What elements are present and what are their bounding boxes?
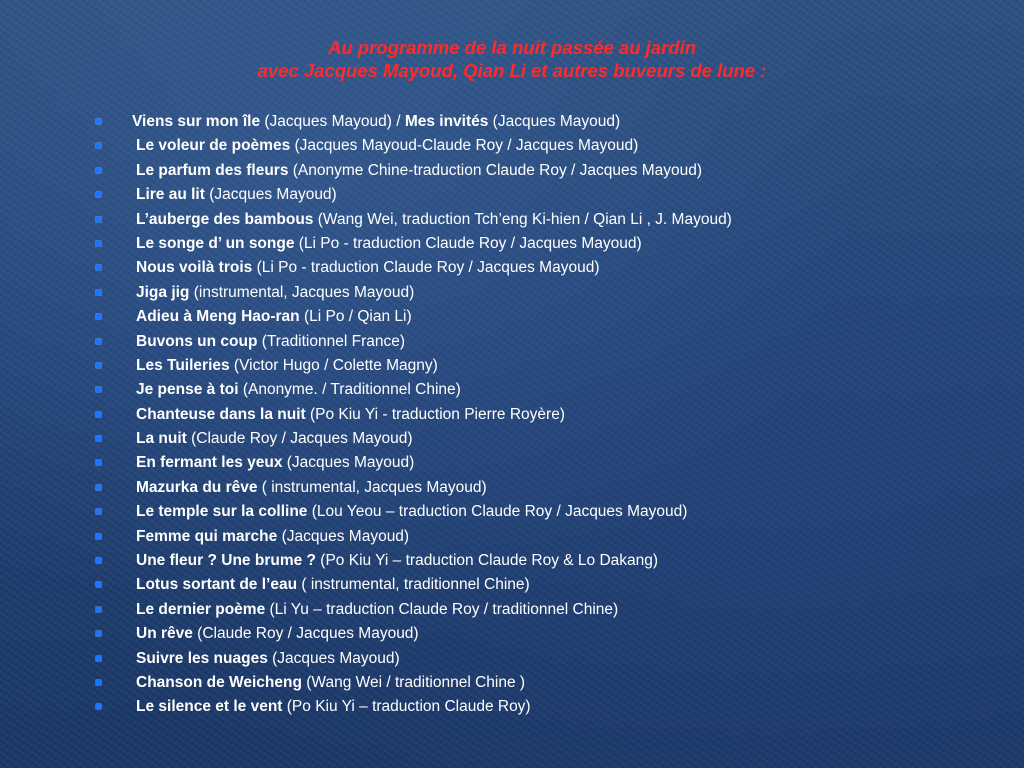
song-title: Le temple sur la colline — [136, 503, 308, 521]
song-credit: (Li Yu – traduction Claude Roy / traditionnel Chine) — [265, 600, 619, 618]
list-item — [90, 671, 732, 695]
song-credit: (Jacques Mayoud) / — [260, 113, 405, 130]
list-item — [90, 134, 732, 158]
song-title: Chanteuse dans la nuit — [136, 405, 306, 423]
list-item — [90, 573, 732, 597]
square-bullet-icon — [96, 412, 101, 417]
square-bullet-icon — [96, 314, 101, 319]
square-bullet-icon — [96, 119, 101, 124]
song-title: Le voleur de poèmes — [136, 137, 291, 155]
square-bullet-icon — [96, 265, 101, 270]
square-bullet-icon — [96, 582, 101, 587]
slide-title — [0, 36, 1024, 82]
square-bullet-icon — [96, 631, 101, 636]
list-item — [90, 183, 732, 207]
square-bullet-icon — [96, 387, 101, 392]
song-title: Buvons un coup — [136, 332, 258, 350]
song-credit: ( instrumental, Jacques Mayoud) — [257, 478, 487, 496]
song-credit: (Jacques Mayoud) — [267, 649, 400, 667]
list-item — [90, 232, 732, 256]
song-credit: (Jacques Mayoud) — [204, 186, 337, 204]
square-bullet-icon — [96, 704, 101, 709]
song-credit: (Li Po - traduction Claude Roy / Jacques Mayoud) — [252, 259, 600, 277]
square-bullet-icon — [96, 680, 101, 685]
song-title: Lotus sortant de l’eau — [136, 576, 298, 594]
song-title: Chanson de Weicheng — [136, 673, 302, 691]
song-credit: (Jacques Mayoud-Claude Roy / Jacques Mayoud) — [290, 137, 639, 155]
square-bullet-icon — [96, 558, 101, 563]
list-item — [90, 598, 732, 622]
square-bullet-icon — [96, 460, 101, 465]
square-bullet-icon — [96, 217, 101, 222]
list-item — [90, 451, 732, 475]
song-credit: (Jacques Mayoud) — [277, 527, 410, 545]
song-title: La nuit — [136, 430, 187, 448]
song-title: Jiga jig — [136, 283, 190, 301]
list-item — [90, 403, 732, 427]
list-item — [90, 378, 732, 402]
song-title-secondary: Mes invités — [404, 113, 489, 130]
list-item — [90, 305, 732, 329]
list-item — [90, 330, 732, 354]
list-item — [90, 476, 732, 500]
song-credit: (Anonyme Chine-traduction Claude Roy / Jacques Mayoud) — [288, 161, 703, 179]
song-credit: (instrumental, Jacques Mayoud) — [189, 283, 415, 301]
song-title: Suivre les nuages — [136, 649, 268, 667]
song-credit: (Po Kiu Yi – traduction Claude Roy) — [282, 698, 531, 716]
title-line-2: avec Jacques Mayoud, Qian Li et autres buveurs de lune : — [257, 60, 767, 81]
song-credit: (Po Kiu Yi – traduction Claude Roy & Lo Dakang) — [316, 552, 659, 570]
square-bullet-icon — [96, 168, 101, 173]
square-bullet-icon — [96, 339, 101, 344]
song-credit: (Lou Yeou – traduction Claude Roy / Jacques Mayoud) — [307, 503, 688, 521]
list-item — [90, 354, 732, 378]
list-item — [90, 110, 732, 134]
song-title: Le parfum des fleurs — [136, 161, 289, 179]
song-title: Le songe d’ un songe — [136, 234, 295, 252]
song-title: Mazurka du rêve — [136, 478, 258, 496]
square-bullet-icon — [96, 241, 101, 246]
title-line-1: Au programme de la nuit passée au jardin — [327, 37, 697, 58]
song-title: L’auberge des bambous — [136, 210, 314, 228]
song-credit: ( instrumental, traditionnel Chine) — [297, 576, 530, 594]
list-item — [90, 500, 732, 524]
song-title: Le silence et le vent — [136, 698, 283, 716]
song-title: Viens sur mon île — [132, 113, 261, 130]
list-item — [90, 281, 732, 305]
song-title: Lire au lit — [136, 186, 205, 204]
square-bullet-icon — [96, 509, 101, 514]
square-bullet-icon — [96, 143, 101, 148]
song-credit: (Anonyme. / Traditionnel Chine) — [238, 381, 461, 399]
song-title: Le dernier poème — [136, 600, 266, 618]
song-credit: (Claude Roy / Jacques Mayoud) — [192, 625, 419, 643]
square-bullet-icon — [96, 607, 101, 612]
song-title: Nous voilà trois — [136, 259, 253, 277]
song-title: Les Tuileries — [136, 356, 230, 374]
list-item — [90, 525, 732, 549]
song-list — [90, 110, 732, 720]
song-credit: (Wang Wei, traduction Tch’eng Ki-hien / Qian Li , J. Mayoud) — [313, 210, 732, 228]
song-credit: (Victor Hugo / Colette Magny) — [229, 356, 438, 374]
song-title: Je pense à toi — [136, 381, 239, 399]
song-credit: (Li Po / Qian Li) — [299, 308, 412, 326]
song-credit: (Traditionnel France) — [257, 332, 406, 350]
square-bullet-icon — [96, 656, 101, 661]
square-bullet-icon — [96, 485, 101, 490]
list-item — [90, 622, 732, 646]
list-item — [90, 695, 732, 719]
song-title: Un rêve — [136, 625, 193, 643]
square-bullet-icon — [96, 363, 101, 368]
square-bullet-icon — [96, 534, 101, 539]
song-title: Femme qui marche — [136, 527, 278, 545]
list-item — [90, 159, 732, 183]
song-credit: (Po Kiu Yi - traduction Pierre Royère) — [305, 405, 565, 423]
song-title: Une fleur ? Une brume ? — [136, 552, 316, 570]
song-title: Adieu à Meng Hao-ran — [136, 308, 300, 326]
song-title: En fermant les yeux — [136, 454, 283, 472]
song-credit: (Wang Wei / traditionnel Chine ) — [301, 673, 526, 691]
square-bullet-icon — [96, 192, 101, 197]
list-item — [90, 427, 732, 451]
song-credit-secondary: (Jacques Mayoud) — [488, 113, 621, 130]
list-item — [90, 647, 732, 671]
song-credit: (Li Po - traduction Claude Roy / Jacques Mayoud) — [294, 234, 642, 252]
list-item — [90, 549, 732, 573]
square-bullet-icon — [96, 436, 101, 441]
song-credit: (Claude Roy / Jacques Mayoud) — [186, 430, 413, 448]
song-credit: (Jacques Mayoud) — [282, 454, 415, 472]
list-item — [90, 256, 732, 280]
list-item — [90, 208, 732, 232]
square-bullet-icon — [96, 290, 101, 295]
